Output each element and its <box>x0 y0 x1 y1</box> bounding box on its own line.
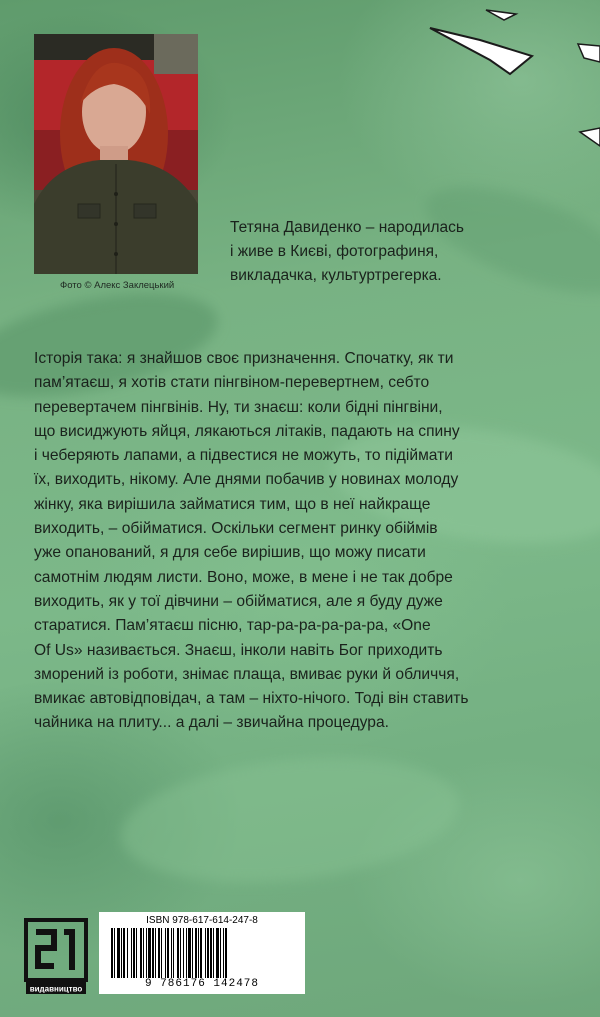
barcode-bar <box>207 928 209 978</box>
annotation-line: старатися. Пам’ятаєш пісню, тар-ра-ра-ра-ра-ра, «One <box>34 617 431 635</box>
annotation-line: їх, виходить, нікому. Але днями побачив у новинах молоду <box>34 471 459 489</box>
barcode-bar <box>133 928 135 978</box>
barcode-bar <box>180 928 181 978</box>
bio-line: і живе в Києві, фотографиня, <box>230 243 439 260</box>
barcode-bar <box>210 928 212 978</box>
barcode-bar <box>200 928 202 978</box>
annotation-line: Of Us» називається. Знаєш, інколи навіть Бог приходить <box>34 641 443 659</box>
annotation-line: пам’ятаєш, я хотів стати пінгвіном-перевертнем, себто <box>34 374 430 392</box>
barcode-bar <box>223 928 224 978</box>
barcode-bar <box>216 928 219 978</box>
paint-stroke <box>115 743 466 898</box>
barcode-bar <box>220 928 221 978</box>
barcode-bar <box>111 928 113 978</box>
annotation-line: жінку, яка вирішила займатися тим, що в неї найкраще <box>34 495 431 513</box>
barcode-bar <box>143 928 144 978</box>
bird-shapes-illustration <box>420 0 600 150</box>
barcode-bar <box>192 928 193 978</box>
isbn-label: ISBN 978-617-614-247-8 <box>146 915 258 926</box>
author-bio <box>230 216 590 288</box>
barcode-bar <box>117 928 120 978</box>
barcode-bar <box>131 928 132 978</box>
annotation-line: і чеберяють лапами, а підвестися не можуть, то підіймати <box>34 447 453 465</box>
barcode-bar <box>123 928 125 978</box>
barcode-bar <box>173 928 174 978</box>
isbn-barcode <box>99 912 305 994</box>
barcode-bar <box>225 928 227 978</box>
barcode-bar <box>167 928 169 978</box>
barcode-bar <box>183 928 184 978</box>
barcode-bar <box>158 928 160 978</box>
annotation-line: виходить, як у тої дівчини – обійматися, але я буду дуже <box>34 592 443 610</box>
barcode-bar <box>121 928 122 978</box>
annotation-line: уже опанований, я для себе вирішив, що можу писати <box>34 544 426 562</box>
book-annotation <box>34 347 594 736</box>
annotation-line: самотнім людям листи. Воно, може, в мене і не так добре <box>34 568 453 586</box>
barcode-bar <box>177 928 179 978</box>
barcode-bar <box>146 928 147 978</box>
barcode-bar <box>171 928 172 978</box>
barcode-bar <box>195 928 197 978</box>
annotation-line: Історія така: я знайшов своє призначення. Спочатку, як ти <box>34 350 454 367</box>
barcode-bar <box>161 928 162 978</box>
annotation-line: перевертачем пінгвінів. Ну, ти знаєш: коли бідні пінгвіни, <box>34 398 443 416</box>
barcode-bar <box>148 928 151 978</box>
barcode-bar <box>165 928 166 978</box>
barcode-bar <box>198 928 199 978</box>
barcode-bar <box>152 928 154 978</box>
author-photo <box>34 34 198 274</box>
bio-line: Тетяна Давиденко – народилась <box>230 219 464 236</box>
barcode-bar <box>114 928 115 978</box>
annotation-line: що висиджують яйця, лякаються літаків, падають на спину <box>34 422 460 440</box>
barcode-bars <box>109 928 299 978</box>
logo-wordmark: видавництво <box>29 984 83 994</box>
barcode-bar <box>213 928 214 978</box>
barcode-bar <box>127 928 128 978</box>
publisher-logo <box>24 918 88 996</box>
bio-line: викладачка, культуртрегерка. <box>230 267 442 284</box>
barcode-bar <box>136 928 137 978</box>
annotation-line: виходить, – обійматися. Оскільки сегмент ринку обіймів <box>34 520 438 538</box>
barcode-bar <box>155 928 156 978</box>
barcode-digits: 9 786176 142478 <box>144 978 260 990</box>
barcode-bar <box>140 928 142 978</box>
barcode-bar <box>188 928 191 978</box>
barcode-bar <box>205 928 206 978</box>
barcode-bar <box>186 928 187 978</box>
annotation-line: чайника на плиту... а далі – звичайна процедура. <box>34 714 389 732</box>
annotation-line: вмикає автовідповідач, а там – ніхто-нічого. Тоді він ставить <box>34 690 469 708</box>
photo-caption: Фото © Алекс Заклецький <box>60 280 175 291</box>
annotation-line: зморений із роботи, знімає плаща, вмиває руки й обличчя, <box>34 665 460 683</box>
